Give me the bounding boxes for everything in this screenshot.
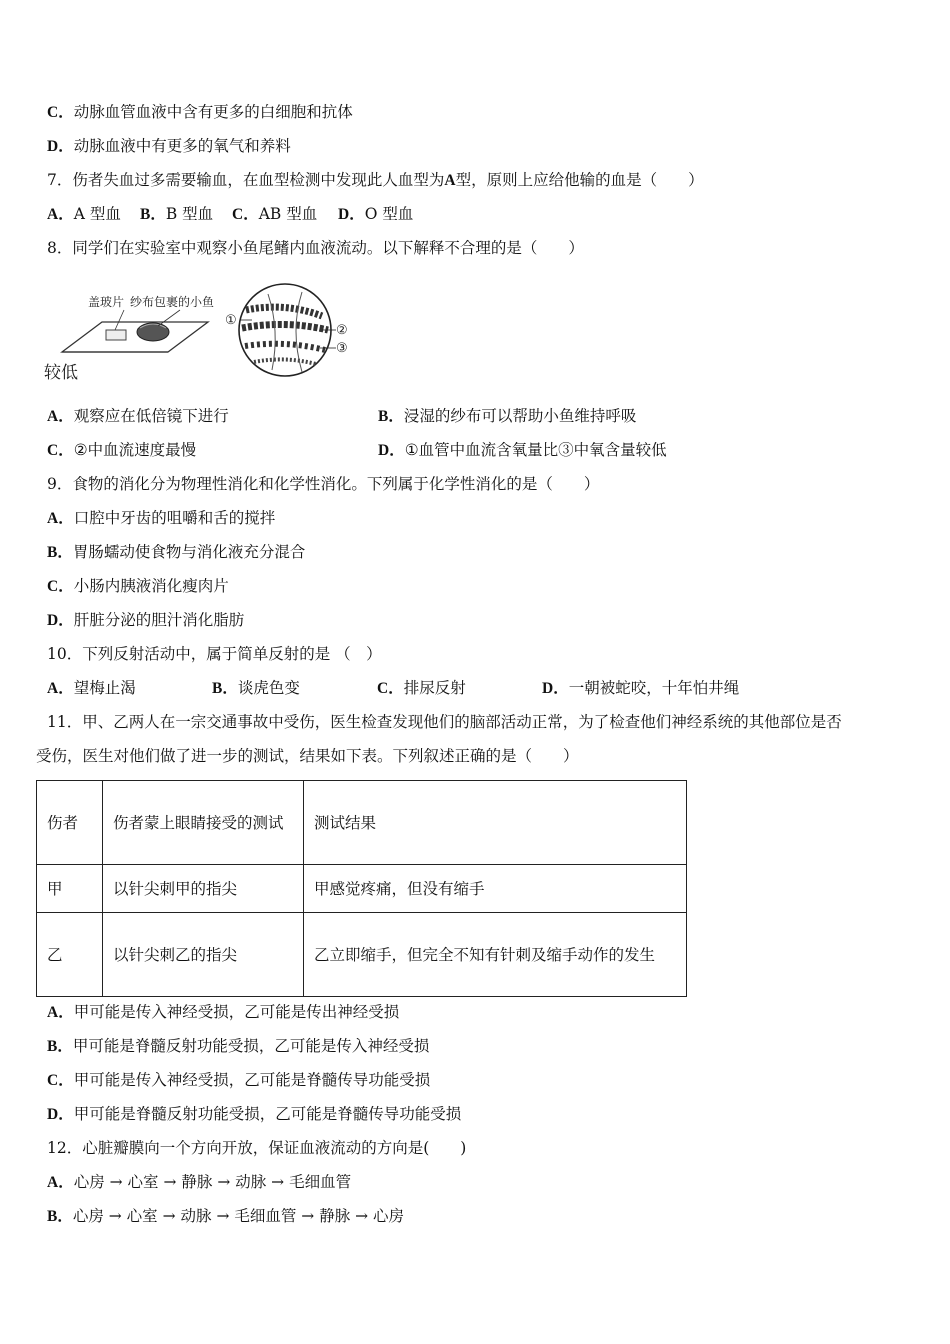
q8-option-b: B．浸湿的纱布可以帮助小鱼维持呼吸 bbox=[378, 407, 637, 425]
q12-option-b: B．心房 → 心室 → 动脉 → 毛细血管 → 静脉 → 心房 bbox=[47, 1207, 405, 1225]
q11-results-table bbox=[36, 780, 687, 997]
q8-option-c: C．②中血流速度最慢 bbox=[47, 441, 197, 459]
q11-option-d: D．甲可能是脊髓反射功能受损，乙可能是脊髓传导功能受损 bbox=[47, 1105, 462, 1123]
q10-option-d: D．一朝被蛇咬，十年怕井绳 bbox=[542, 679, 740, 697]
q11-option-c: C．甲可能是传入神经受损，乙可能是脊髓传导功能受损 bbox=[47, 1071, 431, 1089]
table-cell: 甲感觉疼痛，但没有缩手 bbox=[304, 865, 687, 913]
q7-option-b: B．B 型血 bbox=[140, 205, 214, 223]
q10-stem: 10．下列反射活动中，属于简单反射的是 （ ） bbox=[47, 645, 382, 663]
marker-1: ① bbox=[225, 313, 237, 328]
table-cell: 甲 bbox=[37, 865, 103, 913]
slide-drawing bbox=[62, 310, 208, 352]
q6-option-d: D．动脉血液中有更多的氧气和养料 bbox=[47, 137, 291, 155]
q8-figure-drawing bbox=[40, 280, 380, 388]
table-row bbox=[37, 865, 687, 913]
table-row bbox=[37, 913, 687, 997]
figure-caption: 较低 bbox=[44, 363, 78, 383]
marker-2: ② bbox=[336, 323, 348, 338]
q11-option-b: B．甲可能是脊髓反射功能受损，乙可能是传入神经受损 bbox=[47, 1037, 430, 1055]
table-cell: 乙立即缩手，但完全不知有针刺及缩手动作的发生 bbox=[304, 913, 687, 997]
marker-3: ③ bbox=[336, 341, 348, 356]
q10-option-b: B．谈虎色变 bbox=[212, 679, 300, 697]
q9-option-d: D．肝脏分泌的胆汁消化脂肪 bbox=[47, 611, 245, 629]
q8-option-a: A．观察应在低倍镜下进行 bbox=[47, 407, 229, 425]
microscope-view bbox=[239, 284, 331, 376]
q7-option-d: D．O 型血 bbox=[338, 205, 414, 223]
table-cell: 乙 bbox=[37, 913, 103, 997]
table-cell: 以针尖刺甲的指尖 bbox=[103, 865, 304, 913]
q12-option-a: A．心房 → 心室 → 静脉 → 动脉 → 毛细血管 bbox=[47, 1173, 352, 1191]
table-header-row bbox=[37, 781, 687, 865]
q8-stem: 8．同学们在实验室中观察小鱼尾鳍内血液流动。以下解释不合理的是（ ） bbox=[47, 239, 584, 257]
q7-option-a: A．A 型血 bbox=[47, 205, 121, 223]
q11-stem-line2: 受伤，医生对他们做了进一步的测试，结果如下表。下列叙述正确的是（ ） bbox=[36, 747, 579, 765]
q9-stem: 9．食物的消化分为物理性消化和化学性消化。下列属于化学性消化的是（ ） bbox=[47, 475, 600, 493]
q6-option-c: C．动脉血管血液中含有更多的白细胞和抗体 bbox=[47, 103, 353, 121]
table-cell: 以针尖刺乙的指尖 bbox=[103, 913, 304, 997]
q8-option-d: D．①血管中血流含氧量比③中氧含量较低 bbox=[378, 441, 667, 459]
q10-option-c: C．排尿反射 bbox=[377, 679, 466, 697]
q9-option-c: C．小肠内胰液消化瘦肉片 bbox=[47, 577, 229, 595]
q11-stem-line1: 11．甲、乙两人在一宗交通事故中受伤，医生检查发现他们的脑部活动正常，为了检查他们神经系统的其他部位是否 bbox=[47, 713, 842, 731]
q7-stem: 7．伤者失血过多需要输血，在血型检测中发现此人血型为A型，原则上应给他输的血是（ ） bbox=[47, 171, 704, 189]
q11-option-a: A．甲可能是传入神经受损，乙可能是传出神经受损 bbox=[47, 1003, 400, 1021]
header-injured: 伤者 bbox=[37, 781, 103, 865]
q12-stem: 12．心脏瓣膜向一个方向开放，保证血液流动的方向是( ) bbox=[47, 1139, 467, 1157]
q9-option-b: B．胃肠蠕动使食物与消化液充分混合 bbox=[47, 543, 306, 561]
q8-figure bbox=[40, 280, 380, 388]
label-cover-slip: 盖玻片 bbox=[88, 295, 125, 309]
header-test: 伤者蒙上眼睛接受的测试 bbox=[103, 781, 304, 865]
header-result: 测试结果 bbox=[304, 781, 687, 865]
q10-option-a: A．望梅止渴 bbox=[47, 679, 136, 697]
q7-option-c: C．AB 型血 bbox=[232, 205, 318, 223]
label-fish: 纱布包裹的小鱼 bbox=[130, 295, 215, 309]
q9-option-a: A．口腔中牙齿的咀嚼和舌的搅拌 bbox=[47, 509, 276, 527]
